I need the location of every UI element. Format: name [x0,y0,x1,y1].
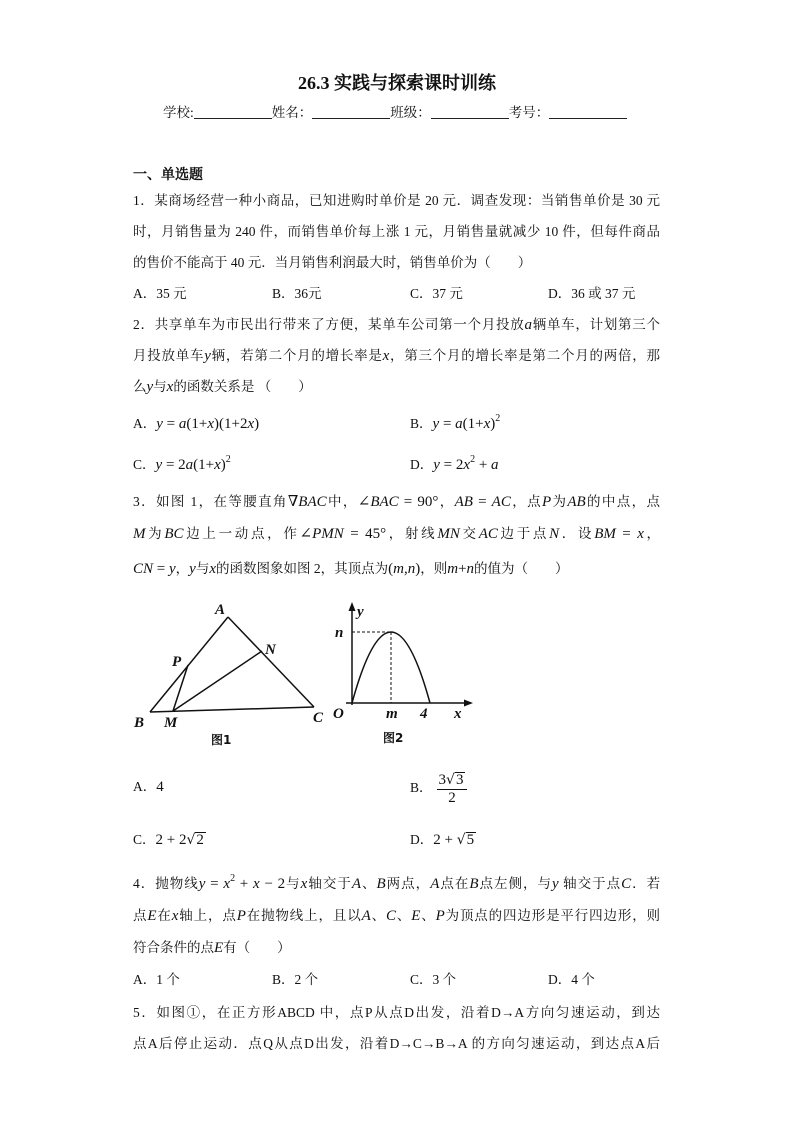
math-variable: y [433,457,440,473]
math-symbol: ) [254,416,260,432]
text-run: 与 [195,561,210,576]
q4-option-b [272,970,318,990]
name-label: 姓名： [271,105,313,120]
q3-line-3 [133,559,569,579]
math-variable: x [463,457,471,473]
text-run: C．37 元 [410,286,463,301]
math-variable: x [207,416,215,432]
q3-figures [120,595,485,755]
math-variable: B [376,876,386,892]
fig2-label-n: n [335,625,344,641]
text-run: 4．抛物线 [133,876,199,891]
section-title: 一、单选题 [133,168,203,183]
math-symbol: = [205,876,224,892]
math-variable: x [253,876,260,892]
text-run: 的售价不能高于 40 元．当月销售利润最大时，销售单价为（ ） [133,255,532,270]
math-variable: y [189,561,196,577]
q3-option-d [410,830,476,850]
text-run: 轴交于 [307,876,352,891]
fraction-numerator [437,771,468,790]
math-variable: A [430,876,440,892]
text-run: 、 [361,876,377,891]
superscript: 2 [230,873,236,884]
math-variable: CN [133,561,154,577]
text-run: 与 [153,379,167,394]
text-run: 有（ ） [223,940,291,955]
q2-option-c [133,455,231,475]
math-variable: y [204,348,211,364]
math-variable: m [447,561,459,577]
q5-line-2 [133,1034,660,1054]
text-run: 交 [459,526,479,541]
math-symbol: = [615,526,638,542]
q3-option-b-label: B． [410,780,433,795]
class-label: 班级： [390,105,431,120]
q4-option-d [548,970,595,990]
math-variable: x [247,416,255,432]
math-variable: x [637,526,644,542]
math-symbol: = [153,561,169,577]
math-symbol: = [162,416,179,432]
math-symbol: = 2 [439,457,464,473]
math-symbol: ∠ [357,494,371,510]
q4-line-1 [133,874,660,894]
text-run: 点左侧，与 [478,876,553,891]
exam-number-blank [549,105,627,119]
math-symbol: = 90° [398,494,439,510]
text-run: A． [133,779,157,794]
text-run: D．36 或 37 元 [548,286,636,301]
fig1-label-p: P [172,654,182,670]
text-run: 2．共享单车为市民出行带来了方便，某单车公司第一个月投放 [133,317,525,332]
text-run: C． [133,457,156,472]
text-run: 辆，若第二个月的增长率是 [210,348,383,363]
math-symbol: (1+ [462,416,484,432]
math-variable: AC [491,494,511,510]
math-variable: x [300,876,308,892]
math-variable: P [541,494,552,510]
fig1-label-c: C [313,710,324,726]
text-run: 5．如图①，在正方形ABCD 中，点P从点D出发，沿着D→A方向匀速运动，到达 [133,1005,660,1020]
text-run: 么 [133,379,147,394]
q3-line-1 [133,492,660,512]
superscript: 2 [495,413,501,424]
text-run: 与 [285,876,301,891]
math-symbol: 4 [156,779,164,795]
math-variable: E [411,908,421,924]
text-run: ，射线 [386,526,438,541]
text-run: 时，月销售量为 240 件，而销售单价每上涨 1 元，月销售量就减少 10 件，但每件商品 [133,224,660,239]
math-variable: C [385,908,396,924]
math-variable: P [236,908,246,924]
text-run: 月投放单车 [133,348,205,363]
q2-option-b [410,414,500,434]
text-run: 边上一动点，作 [183,526,300,541]
q1-option-d [548,284,635,304]
text-run: 、 [370,908,386,923]
fig2-label-m: m [386,706,398,722]
text-run: A．1 个 [133,972,180,987]
q4-line-3 [133,938,291,958]
math-variable: a [185,457,194,473]
math-variable: PMN [312,526,344,542]
page-title: 26.3 实践与探索课时训练 [298,73,496,93]
q1-option-b [272,284,322,304]
sqrt-radicand: 5 [466,832,475,848]
text-run: 的值为（ ） [474,561,569,576]
math-variable: MN [437,526,460,542]
math-variable: BC [164,526,184,542]
text-run: 点在 [439,876,470,891]
text-run: C．3 个 [410,972,457,987]
text-run: ，点 [510,494,542,509]
math-symbol: (1+ [193,457,215,473]
math-variable: y [146,379,154,395]
sqrt-radicand: 2 [196,832,204,848]
text-run: 两点， [385,876,431,891]
math-variable: AB [567,494,586,510]
q3-option-a [133,777,164,797]
text-run: 为顶点的四边形是平行四边形，则 [444,908,661,923]
text-run: 的函数关系是 （ ） [173,379,312,394]
superscript: 2 [225,454,231,465]
math-symbol: ) [415,561,421,577]
math-variable: y [432,416,440,432]
school-blank [194,105,272,119]
figure-2-graph [333,602,473,745]
sqrt-sign: √ [456,832,466,848]
text-run: 、 [420,908,436,923]
fig1-label-m: M [164,715,178,731]
text-run: 3．如图 1，在等腰直角 [133,494,288,509]
math-symbol: ) [220,457,226,473]
q1-line-1 [133,191,660,211]
math-symbol: , [403,561,408,577]
q2-line-3 [133,377,312,397]
school-label: 学校: [163,105,194,120]
text-run: 点A后停止运动．点Q从点D出发，沿着D→C→B→A 的方向匀速运动，到达点A后 [133,1036,660,1051]
math-variable: A [351,876,362,892]
q5-line-1 [133,1003,660,1023]
math-variable: C [621,876,632,892]
math-variable: n [407,561,416,577]
fig2-label-4: 4 [420,706,428,722]
figure-1-triangle [133,602,324,747]
math-variable: P [435,908,445,924]
math-symbol: − 2 [259,876,286,892]
q1-option-c [410,284,463,304]
fig1-label-a: A [215,602,226,618]
text-run: 符合条件的点 [133,940,214,955]
math-symbol: (1+ [186,416,208,432]
q3-line-2 [133,524,660,544]
fraction [437,771,468,807]
text-run: 的中点，点 [585,494,661,509]
fig1-caption: 图1 [211,733,232,747]
math-variable: E [214,940,224,956]
math-variable: y [198,876,206,892]
sqrt-sign: √ [186,832,196,848]
q1-option-a [133,284,187,304]
text-run: 在抛物线上，且以 [245,908,362,923]
fig1-ray-mn [173,651,262,711]
math-symbol: )(1+2 [214,416,248,432]
student-info-line [163,103,627,123]
text-run: ， [643,526,661,541]
math-variable: a [178,416,187,432]
math-variable: n [466,561,475,577]
text-run: 、 [395,908,412,923]
q2-line-1 [133,315,660,335]
text-run: 轴上，点 [178,908,237,923]
math-variable: x [171,908,179,924]
math-symbol: 2 + 2 [155,832,187,848]
text-run: D． [410,457,434,472]
exam-number-label: 考号： [508,105,550,120]
text-run: ，则 [420,561,448,576]
math-symbol: = [472,494,492,510]
q3-option-b [410,770,467,806]
math-variable: A [361,908,371,924]
math-variable: y [155,457,163,473]
fig1-label-b: B [134,715,145,731]
text-run: 辆单车，计划第三个 [532,317,661,332]
math-symbol: 3 [438,771,447,788]
fig1-side-ac [228,617,314,707]
text-run: 边于点 [497,526,550,541]
q2-line-2 [133,346,660,366]
math-variable: BM [594,526,616,542]
math-variable: y [156,416,163,432]
superscript: 2 [470,454,476,465]
fig2-label-origin: O [333,706,344,722]
math-variable: B [469,876,479,892]
q2-option-a [133,414,259,434]
math-symbol: ∇ [287,494,299,510]
text-run: A． [133,416,157,431]
math-symbol: = 45° [343,526,387,542]
fig2-label-x: x [454,706,462,722]
math-symbol: + [235,876,254,892]
text-run: 轴交于点 [558,876,622,891]
math-variable: M [133,526,146,542]
text-run: B．36元 [272,286,322,301]
math-variable: a [491,457,499,473]
math-variable: x [209,561,216,577]
text-run: D．4 个 [548,972,595,987]
name-blank [312,105,390,119]
math-symbol: = 2 [162,457,186,473]
text-run: 的函数图象如图 2，其顶点为 [216,561,389,576]
text-run: ， [175,561,190,576]
text-run: ．若 [631,876,661,891]
text-run: 为 [551,494,568,509]
fig2-y-axis-arrow [349,602,356,611]
text-run: ， [438,494,455,509]
math-symbol: 2 + [433,832,457,848]
text-run: B．2 个 [272,972,319,987]
q4-option-c [410,970,456,990]
math-variable: y [552,876,559,892]
text-run: 为 [145,526,165,541]
class-blank [431,105,509,119]
text-run: 1．某商场经营一种小商品，已知进购时单价是 20 元．调查发现：当销售单价是 30 元 [133,193,660,208]
fraction-denominator: 2 [448,789,456,806]
math-variable: a [524,317,532,333]
text-run: 中， [326,494,358,509]
math-variable: AB [454,494,473,510]
q1-line-2 [133,222,660,242]
math-variable: x [166,379,174,395]
sqrt-radicand: 3 [455,771,464,788]
fig2-x-axis-arrow [464,700,473,707]
math-variable: x [382,348,390,364]
text-run: C． [133,832,156,847]
math-variable: m [393,561,404,577]
text-run: 在 [156,908,172,923]
math-symbol: ∠ [299,526,313,542]
q3-option-c [133,830,206,850]
text-run: ．设 [559,526,595,541]
math-symbol: ) [490,416,496,432]
math-variable: BAC [370,494,399,510]
math-variable: x [223,876,231,892]
math-variable: a [455,416,463,432]
q4-line-2 [133,906,660,926]
math-symbol: + [475,457,492,473]
text-run: A．35 元 [133,286,187,301]
fig1-label-n: N [265,642,276,658]
fig1-segment-pm [173,665,188,711]
math-variable: AC [478,526,498,542]
sqrt-sign: √ [446,771,455,788]
math-variable: N [549,526,560,542]
q1-line-3 [133,253,531,273]
fig2-caption: 图2 [383,731,404,745]
text-run: B． [410,416,433,431]
q2-option-d [410,455,499,475]
text-run: D． [410,832,434,847]
math-symbol: ( [388,561,394,577]
math-variable: x [214,457,221,473]
q4-option-a [133,970,180,990]
math-symbol: + [458,561,467,577]
math-variable: BAC [298,494,327,510]
math-variable: x [483,416,491,432]
math-variable: y [168,561,176,577]
math-variable: E [147,908,157,924]
fig2-label-y: y [357,604,364,620]
math-symbol: = [439,416,456,432]
fig1-side-ab [150,617,228,712]
text-run: 点 [133,908,148,923]
text-run: ，第三个月的增长率是第二个月的两倍，那 [389,348,661,363]
